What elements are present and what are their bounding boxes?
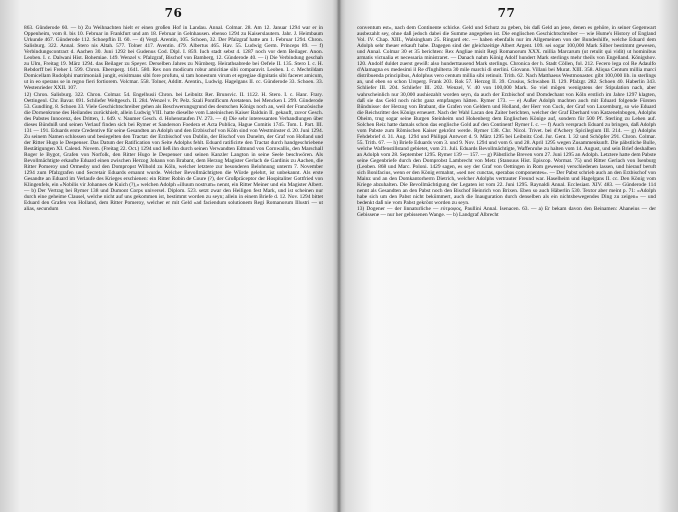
left-page-body xyxy=(24,25,323,511)
page-number-left: 76 xyxy=(164,6,183,20)
left-paragraph-2: 12) Chron. Salisburg. 322. Chron. Colmar. 54. Engelhusii Chron. bei Leibnitz Rer. Brunsvic. II. 1122. H. Stero. I. c. Hanr. Frary. Oettingenl. Chr. Bavar. 691. Schliefer Weltgesch. II. 284. Wenzel v. Pr. Pelz. Szali Pontificum Aretatenn. bei Mencken I. 299. Günderode 53. Gundling. 8. Schoen 33. Viele Geschichtschreiber gehen als Beschwerungsgrund des deutschen Königs noch an, weil der Französische die Dornenkrone des Heilandes zurückhielt, allein Ludwig VIII. hatte dieselbe vom Lateinischen Kaiser Balduin II. gekauft, zuvor Gesch. des Pabstes Innocenz, des Dritten, 1. 649. v. Naumer Gesch. d. Hohenstaufen IV. 273. — d) Die sehr interessanten Verhandlungen über dieses Bündniß und seinen Verlauf finden sich bei Rymer et Sanderson Foedera et Acta Publica, Hague Comitis 1745. Tom. I. Part. III. 131 — 191. Eduards erste Credentive für seine Gesandten an Adolph und den Erzbischof von Köln sind von Westminster d. 20. Juni 1294. Zu seinem Namen schlossen und besiegelten den Tractat: der Erzbischof von Dublin, der Bischof von Dunelm, der Graf von Holland und der Ritter Hugo le Despenser. Das Datum der Ratification von Seite Adolphs fehlt. Eduard ratificirte den Tractat durch handgeschriebene Bestätigungen XI. Calend. Novem. (Freitag 22. Oct.) 1294 und ließ ihn durch seinen Verwandten Edmund von Cornwallis, den Marschall Roger le Bygot, Grafen von Norfolk, den Ritter Hugo le Despenser und seinen Kanzler Langton in seine Seele beschwören. Als Bevollmächtigte erkaufte Eduard einen zwischen Herzog Johann von Brabant, dem Herzog Magister Gerlach de Gardinis zu Aachen, die Ritter Pomeroy und Ormesby und den Dompropst Wilhold zu Köln, welcher letztere zur besonderen Belohnung unterm 7. November 1294 zum Pfalzgrafen und Secretair Eduards ernannt wurde. Welcher Bevollmächtigten die Würde gelehrt, ist unbekannt. Als erste Gesandte an Eduard im Verlaufe des Krieges erschienen: ein Ritter Robin de Coure (?), der Großpräceptor der Hospitaliter Gottfried von Klingenfels, ein »Nobilis vir Johannes de Kuich (?),« welchen Adolph »illuum nostrum« nennt, ein Ritter Meiner und ein Magister Albert. — b) Der Vertrag bei Rymer 138 und Dumont Corps universel. Diplom. 523. setzt zwar den Heiligen fest Mark, und ist scheinen nur durch eine geheime Clausel, welche nicht auf uns gekommen ist, bestimmt worden zu seyn; allein in einem Briefe d. 12. Nov. 1294 bittet Eduard den Grafen von Holland, dem Ritter Pomeroy, welcher er mit Geld »ad faciendum solutionem Regi Romanorum Illustri — ut alias, secundum xyxy=(24,91,323,213)
right-page-body xyxy=(357,25,656,511)
left-paragraph-1: 863. Gůnderode 60. — b) Zu Weihnachten hielt er einen großen Hof in Landau. Annal. Colmar. 28. Am 12. Januar 1294 war er in Oppenheim, vom 8. bis 10. Februar in Frankfurt und am 18. Februar in Gelnhausen. ebenso 1294 zu Kaiserslautern. Jahr. J. Heimbaum Urkunde 467. Günderode 112. Schoepflin II. 60. — d) Vergl. Arentin, 105. Schoen, 32. Der Pfalzgraf hatte am 1. Februar 1294. Chron. Salisburg. 322. Annal. Stero nis Altah. 577. Tolner 417. Aventin. 479. Albertus 465. Hav. 55. Ludwig Germ. Princeps 89. — f) Verbindungscontract d. Aachen 30. Juni 1292 bei Gudenus Cod. Dipl. I. 859. Iuch stadt sebst 4. 1287 noch vor dem Beilager. Anon. Leoben. I. c. Dalwani Hist. Bohemiae. 149. Wenzel v. Pfalzgraf, Bischof von Bamberg, 12. Günderode 40. — i) Die Verbindung geschah zu Ulm, Freitag 19. März 1294. das Beilager zu Speyer. Derselben Jahres zu Nürnberg. Heirathsabrede bei Oefele II. 135. Stero I. c. H. Rebdorff bei Freher I. 599. Chron. Ebersperg. 1641. 580. Rex non modicum robur amicitiae sibi comparavit. Leoben. I. c. Mechtildam Domicellam Rudolphi matrimoniali jungit, exisitmans sibi fore profutu, si tam honestum virum et egregiae dignitatis sibi faceret amicum, ut in eo sperans se in regno fieri fortiorem. Volcmar. 558. Tolner, Additt. Arentin., Ludwig. Hagelgans II. cc. Günderode 33. Schoen. 33. Westenrieder XXII. 107. xyxy=(24,25,323,92)
right-page xyxy=(339,0,678,512)
right-paragraph-2: 13) Dogener — der linnaturliche — εὐτροφος, Paullini Annal. Isenacen. 63. — a) Er bekam davon den Beinamen: Ahaneius — der Gebissene — nur her gebissenen Wange. — b) Landgraf Albrecht xyxy=(357,206,656,219)
right-paragraph-1: conventum est«, nach dem Continente schicke. Geld und Schutz zu geben, bis daß Geld an jene, denen es gehöre, in seiner Gegenwart ausbezahlt sey, ohne daß jedoch dabei die Summe angegeben ist. Die englischen Geschichtschreiber — wie Hume's History of England Vol. IV. Chap. XIII., Walsingham 25. Ringard etc. — haben ebenfalls nur im Allgemeinen von der Bundeshilfe, welche Eduard dem Adolph sehr theuer erkauft habe. Dagegen sind der gleichzeitige Albert Argent. 109. sei sogar 100,000 Mark Silber bestimmt gewesen, und Annal. Colmar 30 et 35 berichten: Rex Angliae misit Regi Romanorum XXX. millia Marcarum (ut retulit qui vidit) ut hominibus armatis victualia et necessaria ministraret. — Danach nahm König Adolf hundert Mark sterlings mehr theils von Engelland. Königshov. 120. Andolf duldet zuerst gewiß: also hunderttausend Mark sterlings. Chronica der h. Stadt Cöllen, fol. 212. Fecero lega col Re Adaulfo d'Alamagna ex medesimi il Re d'Inghilterra 30 mile marchi di sterlini. Giovann. Villani bei Murat. XIII. 358. Aliqua Centum millia marci distribuenda principibus, Adolphus vero centum millia sibi retinuit. Trith. 62. Nach Matthaeus Westmonaster. gibt 100,000 lib. in sterlings an, und eben so schon Ursperg. Frank 203. Rok 57. Herzog II. 39. Crusius, Schwaben II. 129. Pfalzgr. 282. Schoen 40. Haberlin 343. Schliefer III. 204. Schliefer III. 202. Wenzel, V. 40 von 100,000 Mark. So viel mögen wenigstens der Stipulation nach, aber wahrscheinlich nur 30,000 aushiezahlt worden seyn, da auch der Erzbischof und Domdechant von Köln erstlich im Jahre 1297 klagten, daß sie das Geld noch nicht ganz empfangen hätten. Rymer 173. — e) Außer Adolph machten auch mit Eduard folgende Fürsten Bündnisse: der Herzog von Brabant, die Grafen von Geldern und Holland, der Herr von Cuck, der Graf von Luxemburg, so wie Eduard die Reichsritter des Königs erneuert. Nach der Wahl Lacan den Zaiter berichten, welcher der Graf Eberhard von Katzenelnbogen, Adolphs Oheim, trug sogar seine Burgen Steinheim und Hohenberg dem Englischen Könige auf, sondern für 500 Pf. Sterling zu Lehen auf. Solchen Reiz hatte damals schon das englische Gold auf den Continent! Rymer I. c. — f) Auch versprach Eduard zu bringen, daß Adolph vom Pabste zum Römischen Kaiser gekrönt werde. Rymer 138. Chr. Nicol. Trivet. bei d'Achery Spicilegium III. 214. — g) Adolphs Fehdebrief d. 31. Aug. 1294 und Philippi Antwort d. 9. März 1295 bei Leibnitz Cod. Jur. Gent. I. 32 und Schöpfer 291. Chron. Colmar. 55. Trith. 67. — h) Briefe Eduards vom 3. und 9. Nov. 1294 und vom 6. und 28. April 1295 wegen Zusammenkunft. Die päbstliche Bulle, welche Waffenstillstand gebietet, vom 21. Juli. Eduards Bevollmächtigte, Waffenruhe zu halten vom 14. August, und sein Brief deshalben an Adolph vom 28. September 1295. Rymer 139 — 157. — g) Päbstliche Breven vom 27. Juni 1295 an Adolph. Letztere hatte dem Pabste seine Gegenbriefe durch den Domprobst Lambrecht von Metz (Stansuus Hist. Episcop. Wormat. 75) und Ritter Gerlach von Isenburg (Leoben. 868 und Marc. Poloni. 1429 sagen, es sey der Graf von Oettingen in Rom gewesen) verschiedenen lassen, und hierauf beruft sich Bonifacius, wenn er den König ermahnt, »sed nec cunctas, sperabas componentes«. — Der Pabst schrieb auch an den Erzbischof von Mainz und an den Domkantorherrn Dietrich, welcher Adolphs vertrauter Freund war. Haselheim und Hagelgans II. cc. Den König vom Kriege abzuhalten. Die Bevollmächtigung der Legaten ist vom 22. Juni 1295. Raynaldi Annal. Ecclesiast. XIV. 483. — Günderode 114 nennt als Gesandten an den Pabst noch den Bischof Heinrich von Brixen. Eben so auch Häberlin 530. Textor aber meint p. 71: »Adolph habe sich um den Pabst nicht bekümmert, auch die Inauguration durch denselben als ein nichtsbewegendes Ding zu zeigen« — und bedenkt daß nie vom Pabst gekrönt worden zu seyn. xyxy=(357,25,656,207)
page-number-right: 77 xyxy=(497,6,516,20)
